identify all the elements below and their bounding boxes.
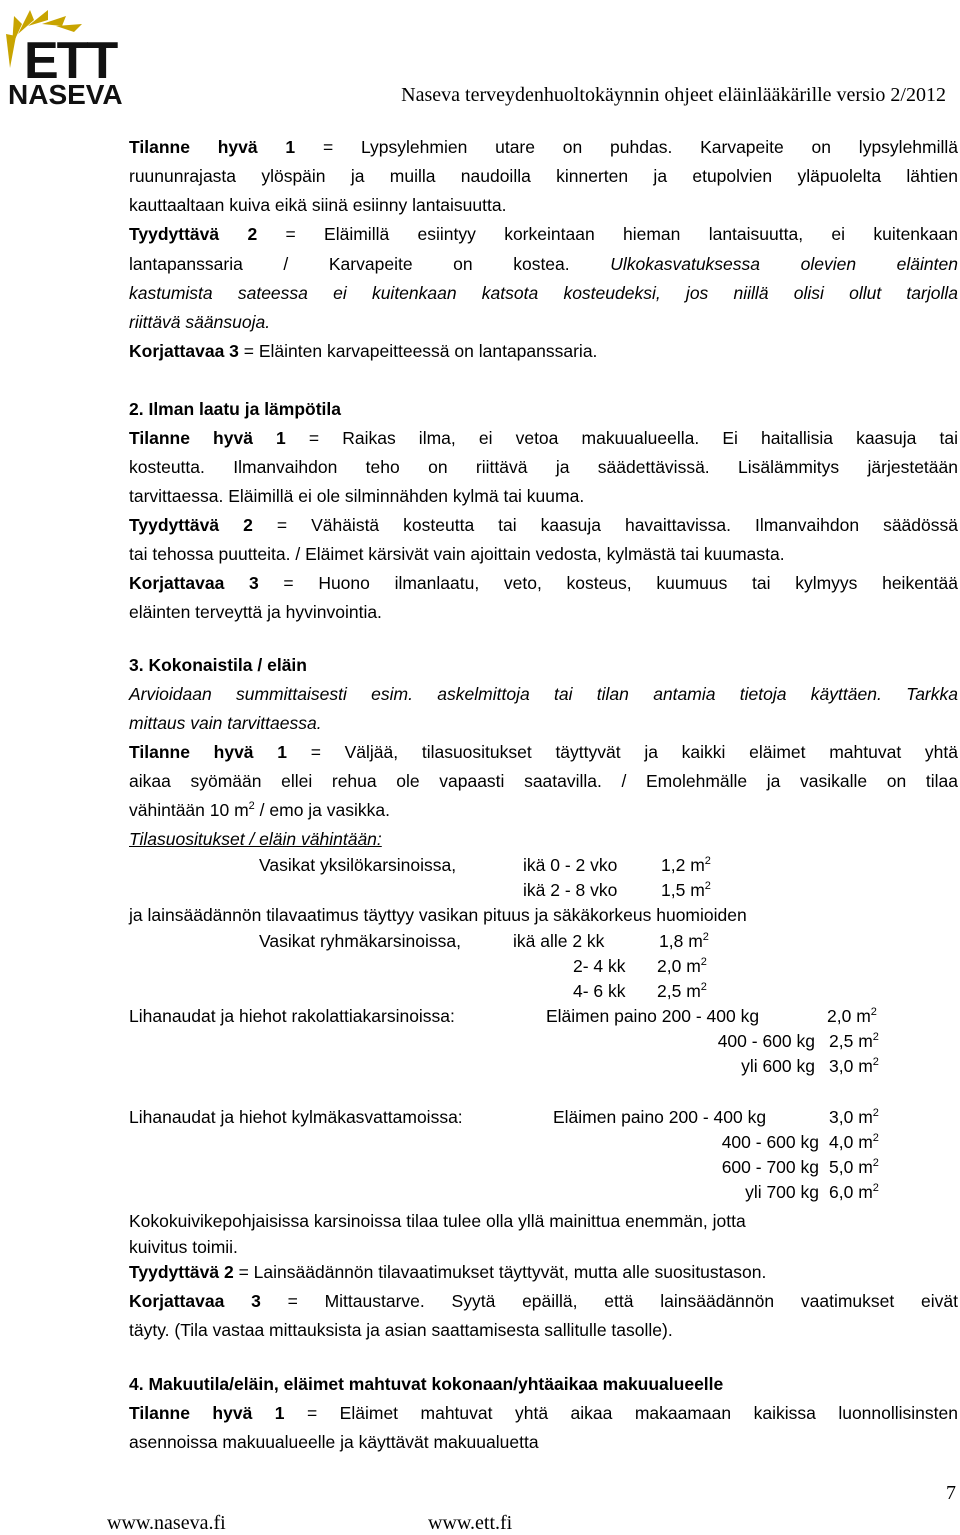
footer-link-naseva[interactable]: www.naseva.fi (107, 1512, 226, 1534)
s3-needs-correction: Korjattavaa 3 = Mittaustarve. Syytä epäillä, että lainsäädännön vaatimukset eivät (129, 1291, 958, 1311)
cold-value-2: 4,0 $m^2$ (829, 1132, 879, 1152)
s3-recommendations-heading: Tilasuositukset / eläin vähintään: (129, 829, 382, 849)
s2-line-4: Tyydyttävä 2 = Vähäistä kosteutta tai kaasuja havaittavissa. Ilmanvaihdon säädössä (129, 515, 958, 535)
s1-line-7: riittävä säänsuoja. (129, 312, 271, 332)
s1-line-4: Tyydyttävä 2 = Eläimillä esiintyy korkeintaan hieman lantaisuutta, ei kuitenkaan (129, 224, 958, 244)
s2-line-6: Korjattavaa 3 = Huono ilmanlaatu, veto, kosteus, kuumuus tai kylmyys heikentää (129, 573, 958, 593)
cold-weight-2: 400 - 600 kg (721, 1132, 819, 1152)
s4-line-2: asennoissa makuualueelle ja käyttävät makuualuetta (129, 1432, 539, 1452)
s3-satisfactory: Tyydyttävä 2 = Lainsäädännön tilavaatimukset täyttyvät, mutta alle suositustason. (129, 1262, 767, 1282)
calf-group-value-1: 1,8 $m^2$ (659, 931, 709, 951)
cold-rearing-label: Lihanaudat ja hiehot kylmäkasvattamoissa: (129, 1107, 463, 1127)
calf-individual-age-2: ikä 2 - 8 vko (523, 880, 618, 900)
bedding-note-2: kuivitus toimii. (129, 1237, 238, 1257)
calf-individual-value-2: 1,5 $m^2$ (661, 880, 711, 900)
s2-line-7: eläinten terveyttä ja hyvinvointia. (129, 602, 382, 622)
cold-value-1: 3,0 $m^2$ (829, 1107, 879, 1127)
s1-line-2: ruununrajasta ylöspäin ja muilla naudoilla kinnerten ja etupolvien yläpuolelta lähtien (129, 166, 958, 186)
calf-group-age-1: ikä alle 2 kk (513, 931, 605, 951)
s3-needs-correction-2: täyty. (Tila vastaa mittauksista ja asian saattamisesta sallitulle tasolle). (129, 1320, 673, 1340)
s1-line-6: kastumista sateessa ei kuitenkaan katsota kosteudeksi, jos niillä olisi ollut tarjolla (129, 283, 958, 303)
calf-individual-label: Vasikat yksilökarsinoissa, (259, 855, 457, 875)
s2-heading: 2. Ilman laatu ja lämpötila (129, 399, 342, 419)
document-header-title: Naseva terveydenhuoltokäynnin ohjeet eläinlääkärille versio 2/2012 (401, 84, 946, 106)
calf-group-value-2: 2,0 $m^2$ (657, 956, 707, 976)
s3-line-5: vähintään 10 $m^2$ / emo ja vasikka. (129, 800, 390, 820)
s1-line-1: Tilanne hyvä 1 = Lypsylehmien utare on puhdas. Karvapeite on lypsylehmillä (129, 137, 959, 157)
s1-line-3: kauttaaltaan kuiva eikä siinä esiinny lantaisuutta. (129, 195, 507, 215)
slatted-weight-2: 400 - 600 kg (717, 1031, 815, 1051)
s1-line-8: Korjattavaa 3 = Eläinten karvapeitteessä on lantapanssaria. (129, 341, 598, 361)
s4-heading: 4. Makuutila/eläin, eläimet mahtuvat kokonaan/yhtäaikaa makuualueelle (129, 1374, 724, 1394)
calf-group-label: Vasikat ryhmäkarsinoissa, (259, 931, 461, 951)
calf-individual-age-1: ikä 0 - 2 vko (523, 855, 618, 875)
s2-line-5: tai tehossa puutteita. / Eläimet kärsivät vain ajoittain vedosta, kylmästä tai kuumasta. (129, 544, 785, 564)
cold-value-4: 6,0 $m^2$ (829, 1182, 879, 1202)
slatted-value-3: 3,0 $m^2$ (829, 1056, 879, 1076)
calf-group-value-3: 2,5 $m^2$ (657, 981, 707, 1001)
calf-group-age-2: 2- 4 kk (573, 956, 626, 976)
legislation-note: ja lainsäädännön tilavaatimus täyttyy vasikan pituus ja säkäkorkeus huomioiden (129, 905, 747, 925)
s2-line-1: Tilanne hyvä 1 = Raikas ilma, ei vetoa makuualueella. Ei haitallisia kaasuja tai (129, 428, 958, 448)
logo-naseva-text: NASEVA (8, 79, 123, 106)
s3-line-2: mittaus vain tarvittaessa. (129, 713, 322, 733)
ett-naseva-logo (4, 6, 134, 106)
s3-line-3: Tilanne hyvä 1 = Väljää, tilasuositukset täyttyvät ja kaikki eläimet mahtuvat yhtä (129, 742, 958, 762)
s2-line-2: kosteutta. Ilmanvaihdon teho on riittävä ja säädettävissä. Lisälämmitys järjestetään (129, 457, 958, 477)
s1-line-5: lantapanssaria / Karvapeite on kostea. Ulkokasvatuksessa olevien eläinten (129, 254, 958, 274)
slatted-floor-label: Lihanaudat ja hiehot rakolattiakarsinoissa: (129, 1006, 455, 1026)
calf-group-age-3: 4- 6 kk (573, 981, 626, 1001)
slatted-value-2: 2,5 $m^2$ (829, 1031, 879, 1051)
cold-weight-3: 600 - 700 kg (721, 1157, 819, 1177)
slatted-weight-1: Eläimen paino 200 - 400 kg (546, 1006, 760, 1026)
cold-value-3: 5,0 $m^2$ (829, 1157, 879, 1177)
calf-individual-value-1: 1,2 $m^2$ (661, 855, 711, 875)
page-number: 7 (946, 1482, 956, 1504)
cold-weight-4: yli 700 kg (745, 1182, 819, 1202)
s3-heading: 3. Kokonaistila / eläin (129, 655, 307, 675)
bedding-note-1: Kokokuivikepohjaisissa karsinoissa tilaa tulee olla yllä mainittua enemmän, jotta (129, 1211, 746, 1231)
footer-link-ett[interactable]: www.ett.fi (428, 1512, 513, 1534)
cold-weight-1: Eläimen paino 200 - 400 kg (553, 1107, 767, 1127)
s4-line-1: Tilanne hyvä 1 = Eläimet mahtuvat yhtä aikaa makaamaan kaikissa luonnollisinsten (129, 1403, 958, 1423)
s3-line-1: Arvioidaan summittaisesti esim. askelmittoja tai tilan antamia tietoja käyttäen. Tarkka (129, 684, 958, 704)
slatted-weight-3: yli 600 kg (741, 1056, 815, 1076)
slatted-value-1: 2,0 $m^2$ (827, 1006, 877, 1026)
s3-line-4: aikaa syömään ellei rehua ole vapaasti saatavilla. / Emolehmälle ja vasikalle on tilaa (129, 771, 958, 791)
s2-line-3: tarvittaessa. Eläimillä ei ole silminnähden kylmä tai kuuma. (129, 486, 585, 506)
logo-ett-text: ETT (24, 32, 117, 90)
